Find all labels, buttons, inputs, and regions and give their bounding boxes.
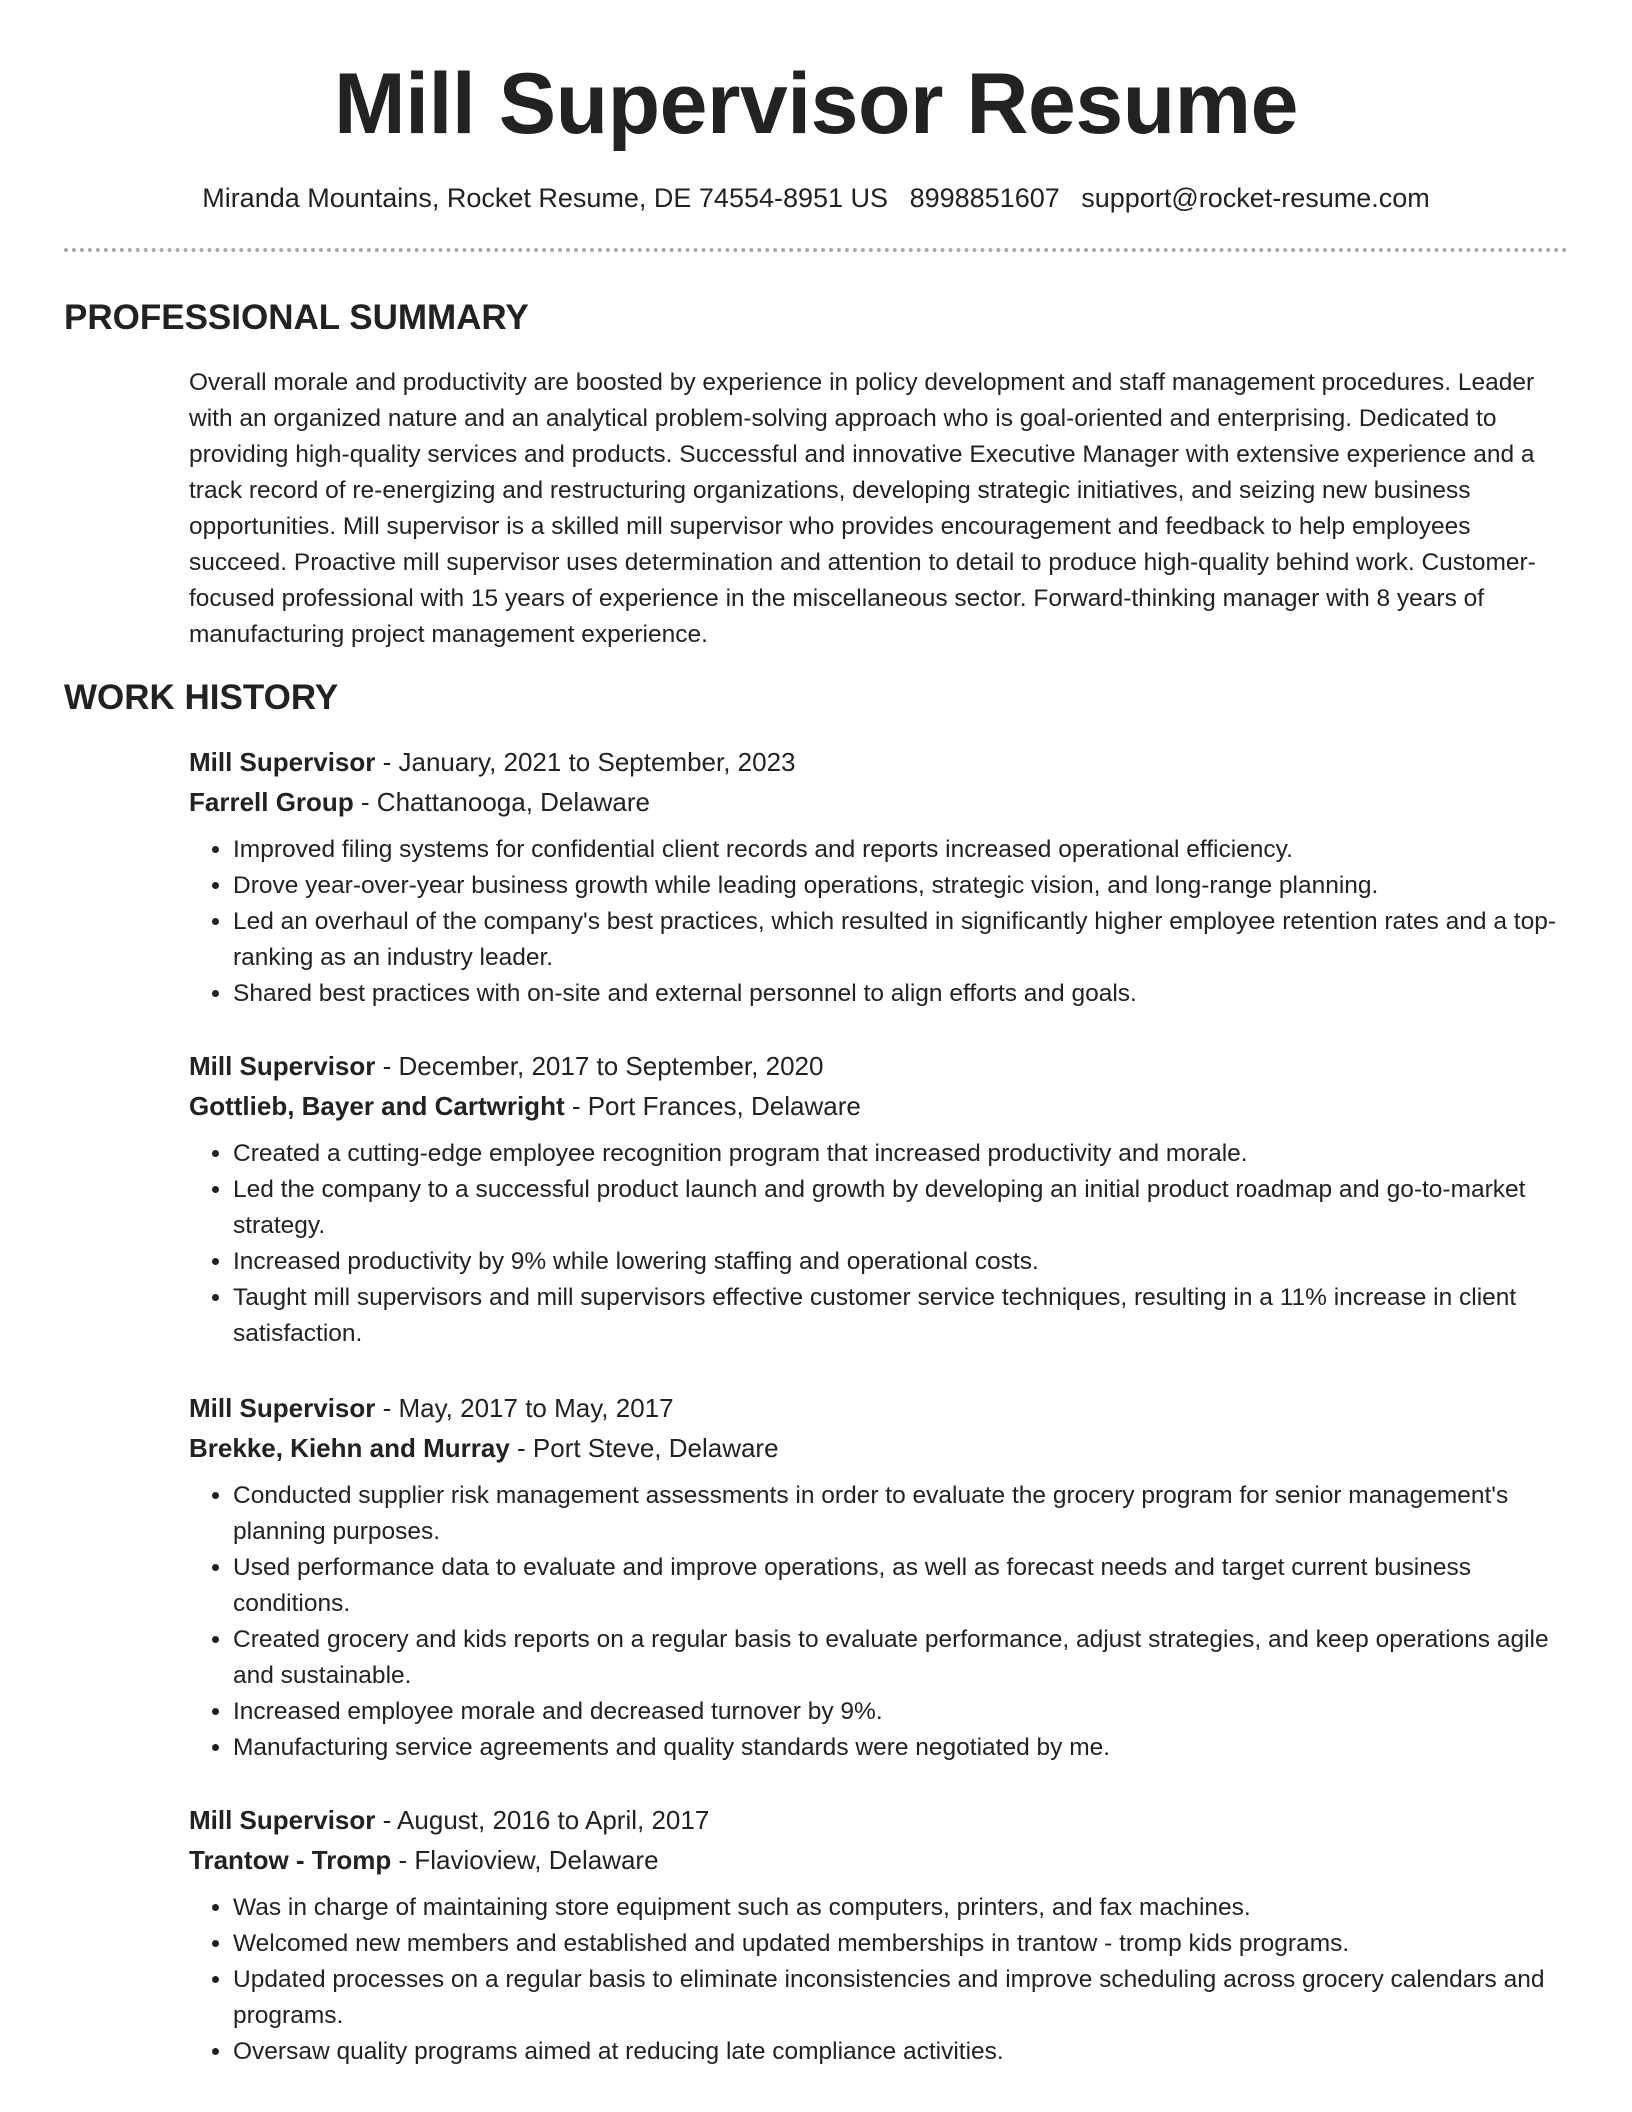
job-location: - Port Frances, Delaware	[564, 1091, 861, 1121]
job-bullet: • Used performance data to evaluate and improve operations, as well as forecast needs and target current business conditions.	[233, 1550, 1569, 1622]
job-title-line	[189, 1800, 1569, 1840]
job-bullet: • Updated processes on a regular basis to eliminate inconsistencies and improve scheduling across grocery calendars and programs.	[233, 1962, 1569, 2034]
job-title-line	[189, 1046, 1569, 1086]
summary-heading: PROFESSIONAL SUMMARY	[64, 298, 529, 337]
job-bullets	[189, 832, 1569, 1012]
job-bullet: • Led the company to a successful product launch and growth by developing an initial product roadmap and go-to-market strategy.	[233, 1172, 1569, 1244]
job-company: Gottlieb, Bayer and Cartwright	[189, 1091, 565, 1121]
work-history-heading: WORK HISTORY	[64, 678, 339, 717]
job-bullets	[189, 1478, 1569, 1766]
job-title-line	[189, 742, 1569, 782]
job-bullet: • Welcomed new members and established and updated memberships in trantow - tromp kids programs.	[233, 1926, 1569, 1962]
job-title-line	[189, 1388, 1569, 1428]
job-bullet: • Created grocery and kids reports on a regular basis to evaluate performance, adjust strategies, and keep operations agile and sustainable.	[233, 1622, 1569, 1694]
job-bullet: • Was in charge of maintaining store equipment such as computers, printers, and fax machines.	[233, 1890, 1569, 1926]
job-entry	[189, 1388, 1569, 1766]
job-dates: - December, 2017 to September, 2020	[375, 1051, 824, 1081]
job-location: - Flavioview, Delaware	[391, 1845, 659, 1875]
job-title: Mill Supervisor	[189, 1393, 376, 1423]
job-bullet: • Created a cutting-edge employee recognition program that increased productivity and morale.	[233, 1136, 1569, 1172]
resume-title: Mill Supervisor Resume	[334, 56, 1298, 152]
job-entry	[189, 742, 1569, 1012]
job-bullet: • Shared best practices with on-site and external personnel to align efforts and goals.	[233, 976, 1569, 1012]
job-bullets	[189, 1890, 1569, 2070]
job-company: Brekke, Kiehn and Murray	[189, 1433, 510, 1463]
job-company: Farrell Group	[189, 787, 354, 817]
job-location: - Chattanooga, Delaware	[353, 787, 650, 817]
job-bullet: • Increased productivity by 9% while lowering staffing and operational costs.	[233, 1244, 1569, 1280]
job-company: Trantow - Tromp	[189, 1845, 392, 1875]
contact-email: support@rocket-resume.com	[1081, 183, 1430, 213]
job-dates: - May, 2017 to May, 2017	[375, 1393, 674, 1423]
job-location: - Port Steve, Delaware	[509, 1433, 779, 1463]
job-title: Mill Supervisor	[189, 1805, 376, 1835]
job-entry	[189, 1046, 1569, 1352]
summary-text: Overall morale and productivity are boosted by experience in policy development and staff management procedures. Leader with an organized nature and an analytical problem-solving approach who is goal-oriented and enterprising. Dedicated to providing high-quality services and products. Successful and innovative Executive Manager with extensive experience and a track record of re-energizing and restructuring organizations, developing strategic initiatives, and seizing new business opportunities. Mill supervisor is a skilled mill supervisor who provides encouragement and feedback to help employees succeed. Proactive mill supervisor uses determination and attention to detail to produce high-quality behind work. Customer-focused professional with 15 years of experience in the miscellaneous sector. Forward-thinking manager with 8 years of manufacturing project management experience.	[189, 369, 1536, 648]
job-bullet: • Improved filing systems for confidential client records and reports increased operational efficiency.	[233, 832, 1569, 868]
contact-line	[0, 178, 1632, 218]
contact-address: Miranda Mountains, Rocket Resume, DE 74554-8951 US	[202, 183, 889, 213]
job-bullet: • Increased employee morale and decreased turnover by 9%.	[233, 1694, 1569, 1730]
header-divider	[64, 248, 1568, 252]
job-dates: - January, 2021 to September, 2023	[375, 747, 796, 777]
job-company-line	[189, 1840, 1569, 1880]
job-company-line	[189, 1428, 1569, 1468]
job-dates: - August, 2016 to April, 2017	[375, 1805, 710, 1835]
job-bullet: • Conducted supplier risk management assessments in order to evaluate the grocery program for senior management's planning purposes.	[233, 1478, 1569, 1550]
job-title: Mill Supervisor	[189, 1051, 376, 1081]
job-bullet: • Led an overhaul of the company's best practices, which resulted in significantly higher employee retention rates and a top-ranking as an industry leader.	[233, 904, 1569, 976]
job-bullets	[189, 1136, 1569, 1352]
job-title: Mill Supervisor	[189, 747, 376, 777]
job-company-line	[189, 782, 1569, 822]
job-bullet: • Taught mill supervisors and mill supervisors effective customer service techniques, resulting in a 11% increase in client satisfaction.	[233, 1280, 1569, 1352]
job-bullet: • Oversaw quality programs aimed at reducing late compliance activities.	[233, 2034, 1569, 2070]
job-company-line	[189, 1086, 1569, 1126]
contact-phone: 8998851607	[909, 183, 1060, 213]
job-entry	[189, 1800, 1569, 2070]
job-bullet: • Drove year-over-year business growth while leading operations, strategic vision, and long-range planning.	[233, 868, 1569, 904]
job-bullet: • Manufacturing service agreements and quality standards were negotiated by me.	[233, 1730, 1569, 1766]
